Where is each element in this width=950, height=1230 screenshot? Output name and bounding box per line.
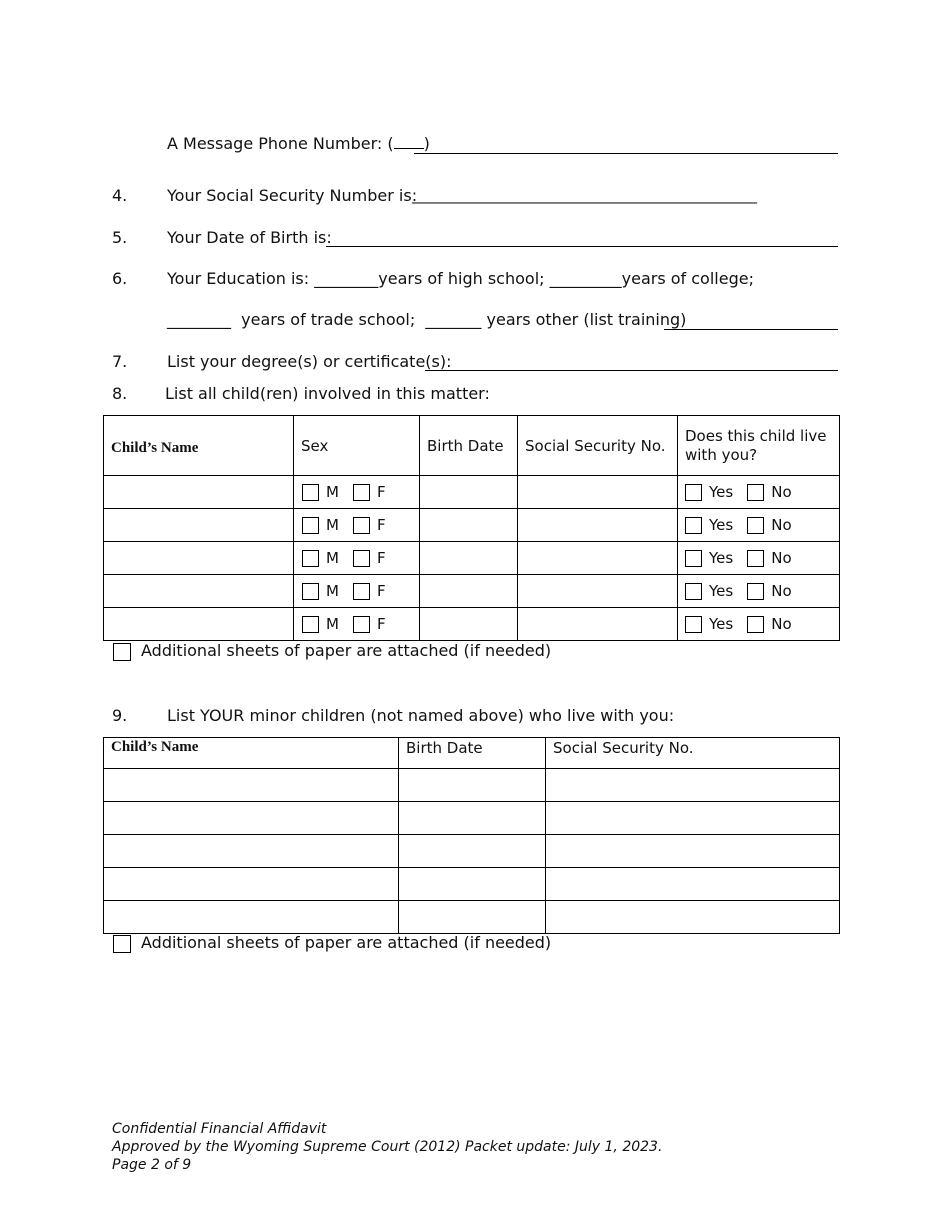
birth-date-cell[interactable] xyxy=(399,901,546,934)
message-phone-label: A Message Phone Number: ( ) xyxy=(167,134,430,153)
item-9-number: 9. xyxy=(112,706,128,725)
ssn-cell[interactable] xyxy=(546,802,840,835)
ssn-cell[interactable] xyxy=(518,608,678,641)
sex-option-label: F xyxy=(376,582,386,601)
education-line-1 xyxy=(167,269,754,288)
table-row xyxy=(104,769,840,802)
additional-sheets-2 xyxy=(113,933,551,953)
table-header-row xyxy=(104,416,840,476)
sex-option-label: F xyxy=(376,549,386,568)
education-line-2 xyxy=(167,310,686,329)
minor-children-label: List YOUR minor children (not named above) who live with you: xyxy=(167,706,675,725)
lives-option-label: Yes xyxy=(709,549,734,568)
header-ssn: Social Security No. xyxy=(518,416,678,476)
lives-no-checkbox[interactable] xyxy=(747,517,764,534)
item-8-number: 8. xyxy=(112,384,128,403)
sex-f-checkbox[interactable] xyxy=(353,616,370,633)
ssn-cell[interactable] xyxy=(546,868,840,901)
table-row xyxy=(104,542,840,575)
lives-with-you-cell xyxy=(678,509,840,542)
additional-sheets-label-1: Additional sheets of paper are attached (if needed) xyxy=(141,641,552,660)
table-row xyxy=(104,802,840,835)
sex-option-label: M xyxy=(326,615,339,634)
college-years-input[interactable]: _________ xyxy=(549,269,622,288)
ssn-cell[interactable] xyxy=(518,476,678,509)
item-4-number: 4. xyxy=(112,186,128,205)
lives-option-label: No xyxy=(771,516,792,535)
education-label: Your Education is: xyxy=(167,269,310,288)
other-training-input[interactable] xyxy=(664,329,838,330)
child-name-cell[interactable] xyxy=(104,868,399,901)
birth-date-cell[interactable] xyxy=(420,608,518,641)
sex-cell xyxy=(294,509,420,542)
child-name-cell[interactable] xyxy=(104,835,399,868)
college-text: years of college; xyxy=(621,269,754,288)
sex-cell xyxy=(294,608,420,641)
high-school-years-input[interactable]: ________ xyxy=(314,269,379,288)
additional-sheets-checkbox-1[interactable] xyxy=(113,643,131,661)
lives-option-label: Yes xyxy=(709,483,734,502)
sex-cell xyxy=(294,575,420,608)
lives-option-label: No xyxy=(771,582,792,601)
child-name-cell[interactable] xyxy=(104,476,294,509)
sex-m-checkbox[interactable] xyxy=(302,616,319,633)
lives-yes-checkbox[interactable] xyxy=(685,616,702,633)
lives-with-you-cell xyxy=(678,608,840,641)
ssn-cell[interactable] xyxy=(546,901,840,934)
ssn-cell[interactable] xyxy=(518,575,678,608)
dob-label: Your Date of Birth is: xyxy=(167,228,332,247)
sex-f-checkbox[interactable] xyxy=(353,517,370,534)
item-7-number: 7. xyxy=(112,352,128,371)
table-row xyxy=(104,835,840,868)
lives-yes-checkbox[interactable] xyxy=(685,583,702,600)
birth-date-cell[interactable] xyxy=(420,476,518,509)
table2-header-birth-date: Birth Date xyxy=(399,738,546,769)
sex-option-label: F xyxy=(376,483,386,502)
footer-title: Confidential Financial Affidavit xyxy=(112,1121,327,1137)
table2-header-row xyxy=(104,738,840,769)
ssn-cell[interactable] xyxy=(546,835,840,868)
child-name-cell[interactable] xyxy=(104,802,399,835)
sex-f-checkbox[interactable] xyxy=(353,550,370,567)
degrees-input[interactable] xyxy=(425,370,838,371)
lives-option-label: Yes xyxy=(709,615,734,634)
minor-children-table xyxy=(103,737,840,934)
sex-m-checkbox[interactable] xyxy=(302,517,319,534)
table-row xyxy=(104,476,840,509)
children-involved-label: List all child(ren) involved in this matter: xyxy=(165,384,490,403)
header-sex: Sex xyxy=(294,416,420,476)
item-6-number: 6. xyxy=(112,269,128,288)
sex-option-label: M xyxy=(326,549,339,568)
lives-no-checkbox[interactable] xyxy=(747,583,764,600)
child-name-cell[interactable] xyxy=(104,509,294,542)
degrees-label: List your degree(s) or certificate(s): xyxy=(167,352,452,371)
child-name-cell[interactable] xyxy=(104,575,294,608)
table-row xyxy=(104,901,840,934)
lives-no-checkbox[interactable] xyxy=(747,550,764,567)
lives-yes-checkbox[interactable] xyxy=(685,517,702,534)
additional-sheets-label-2: Additional sheets of paper are attached (if needed) xyxy=(141,933,552,952)
ssn-cell[interactable] xyxy=(546,769,840,802)
lives-yes-checkbox[interactable] xyxy=(685,484,702,501)
additional-sheets-checkbox-2[interactable] xyxy=(113,935,131,953)
high-school-text: years of high school; xyxy=(378,269,545,288)
table-row xyxy=(104,868,840,901)
sex-option-label: M xyxy=(326,582,339,601)
trade-school-text: years of trade school; xyxy=(241,310,416,329)
birth-date-cell[interactable] xyxy=(399,868,546,901)
sex-f-checkbox[interactable] xyxy=(353,583,370,600)
children-involved-table xyxy=(103,415,840,641)
ssn-label: Your Social Security Number is: xyxy=(167,186,418,205)
lives-with-you-cell xyxy=(678,542,840,575)
page-footer xyxy=(112,1120,662,1174)
child-name-cell[interactable] xyxy=(104,901,399,934)
message-phone-input[interactable] xyxy=(414,153,838,154)
child-name-cell[interactable] xyxy=(104,542,294,575)
sex-m-checkbox[interactable] xyxy=(302,550,319,567)
lives-with-you-cell xyxy=(678,575,840,608)
sex-m-checkbox[interactable] xyxy=(302,583,319,600)
sex-cell xyxy=(294,476,420,509)
birth-date-cell[interactable] xyxy=(399,802,546,835)
lives-yes-checkbox[interactable] xyxy=(685,550,702,567)
header-birth-date: Birth Date xyxy=(420,416,518,476)
child-name-cell[interactable] xyxy=(104,769,399,802)
sex-f-checkbox[interactable] xyxy=(353,484,370,501)
sex-m-checkbox[interactable] xyxy=(302,484,319,501)
table-row xyxy=(104,608,840,641)
table-row xyxy=(104,509,840,542)
sex-option-label: M xyxy=(326,516,339,535)
lives-no-checkbox[interactable] xyxy=(747,484,764,501)
table2-header-child-name: Child’s Name xyxy=(104,738,399,769)
lives-option-label: Yes xyxy=(709,516,734,535)
sex-cell xyxy=(294,542,420,575)
lives-option-label: No xyxy=(771,549,792,568)
lives-option-label: Yes xyxy=(709,582,734,601)
table-row xyxy=(104,575,840,608)
birth-date-cell[interactable] xyxy=(420,542,518,575)
lives-option-label: No xyxy=(771,483,792,502)
ssn-cell[interactable] xyxy=(518,509,678,542)
trade-school-years-input[interactable]: ________ xyxy=(167,310,231,329)
table2-header-ssn: Social Security No. xyxy=(546,738,840,769)
child-name-cell[interactable] xyxy=(104,608,294,641)
sex-option-label: M xyxy=(326,483,339,502)
birth-date-cell[interactable] xyxy=(399,835,546,868)
item-5-number: 5. xyxy=(112,228,128,247)
birth-date-cell[interactable] xyxy=(420,575,518,608)
lives-option-label: No xyxy=(771,615,792,634)
ssn-input[interactable]: ______________________________________________ xyxy=(412,186,757,204)
lives-no-checkbox[interactable] xyxy=(747,616,764,633)
sex-option-label: F xyxy=(376,516,386,535)
other-text: years other (list training) xyxy=(486,310,687,329)
header-lives-with-you: Does this child live with you? xyxy=(678,416,840,476)
lives-with-you-cell xyxy=(678,476,840,509)
footer-approval: Approved by the Wyoming Supreme Court (2012) Packet update: July 1, 2023. xyxy=(112,1139,663,1155)
birth-date-cell[interactable] xyxy=(399,769,546,802)
additional-sheets-1 xyxy=(113,641,551,661)
header-child-name: Child’s Name xyxy=(104,416,294,476)
birth-date-cell[interactable] xyxy=(420,509,518,542)
footer-page-number: Page 2 of 9 xyxy=(112,1157,192,1173)
sex-option-label: F xyxy=(376,615,386,634)
ssn-cell[interactable] xyxy=(518,542,678,575)
dob-input[interactable] xyxy=(326,246,838,247)
other-years-input[interactable]: _______ xyxy=(425,310,482,329)
